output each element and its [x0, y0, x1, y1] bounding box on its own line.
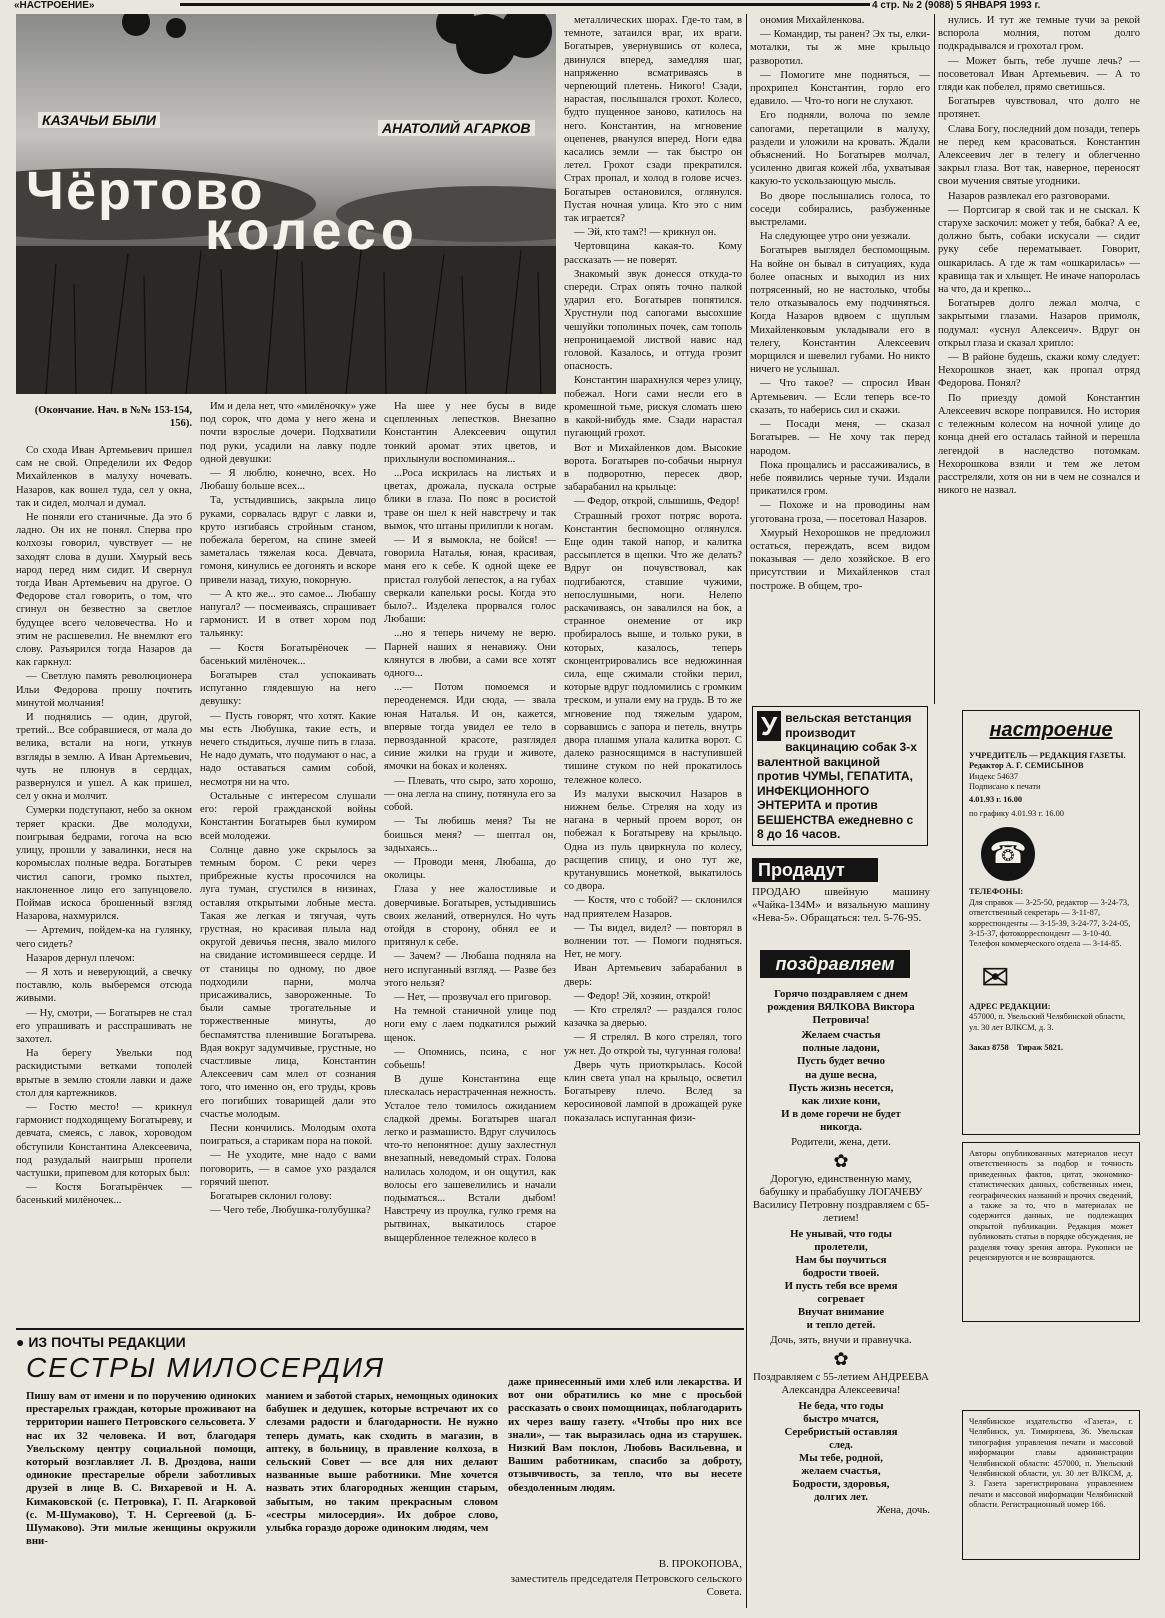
paragraph: ...но я теперь ничему не верю. Парней наших я ненавижу. Они клянутся в любви, а сами все хотят одного... — [384, 628, 556, 680]
paragraph: — Что такое? — спросил Иван Артемьевич. — Если теперь все-то сказать, то наберись сил и скажи. — [750, 378, 930, 416]
poem-line: Пусть будет вечно — [797, 1055, 885, 1068]
paragraph: Богатырев долго лежал молча, с закрытыми глазами. Назаров примолк, подумал: «уснул Алексеич». Вдруг он открыл глаза и сказал хрипло: — [938, 298, 1140, 349]
paragraph: — Костя Богатырёночек — басенький милёночек... — [200, 642, 376, 667]
imprint-founder: УЧРЕДИТЕЛЬ — РЕДАКЦИЯ ГАЗЕТЫ. Редактор А. Г. СЕМИСЫНОВ — [969, 751, 1126, 771]
paragraph: В душе Константина еще плескалась нерастраченная нежность. Усталое тело томилось ожиданием сладкой дремы. Богатырев шагал легко и размашисто. Вдруг случилось что-то непонятное: душу захлестнул внезапный, неведомый страх. Голова налилась холодом, и он ощутил, как волосы его зашевелились и начали подыматься... Встали дыбом! Навстречу из проулка, гулко гремя на рытвинах, выкатилось старое выщербленное тележное колесо в — [384, 1074, 556, 1244]
paragraph: — Гостю место! — крикнул гармонист подходящему Богатыреву, и девчата, смеясь, с лавок, хороводом обступили Константина Алексеевича, под разудалый наигрыш пропели частушки, припевом для которых был: — [16, 1101, 192, 1179]
paragraph: — Я стрелял. В кого стрелял, того уж нет. До откроѝ ты, чугунная голова! — [564, 1032, 742, 1057]
column-divider — [934, 14, 935, 704]
paragraph: Сумерки подступают, небо за окном теряет краски. Две молодухи, поигрывая бедрами, гогоча на всю улицу, прошли у завалинки, неся на коромыслах полные ведра. Богатырев чистил сапоги, громко пыхтел, наклоненное лицо его запунцовело. Поймав искоса брошенный взгляд Назарова, нахмурился. — [16, 805, 192, 923]
paragraph: — Может быть, тебе лучше лечь? — посоветовал Иван Артемьевич. — А то гляди как побелел, прямо светишься. — [938, 55, 1140, 94]
paragraph: — Костя, что с тобой? — склонился над приятелем Назаров. — [564, 895, 742, 920]
imprint-print-run: Тираж 5821. — [1017, 1043, 1064, 1053]
poem-line: Внучат внимание — [797, 1306, 885, 1319]
continued-note: (Окончание. Нач. в №№ 153-154, 156). — [34, 405, 192, 430]
letter-signature-role: заместитель председателя Петровского сельского Совета. — [510, 1573, 742, 1599]
poem-line: И пусть тебя все время — [784, 1279, 898, 1292]
flower-icon: ✿ — [833, 1349, 849, 1370]
paragraph: — Артемич, пойдем-ка на гулянку, чего сидеть? — [16, 925, 192, 950]
letter-column-2: манием и заботой старых, немощных одиноких бабушек и дедушек, которые встречают их со слезами радости и благодарности. Не нужно теперь думать, как сходить в магазин, в аптеку, в больницу, в правление колхоза, в сельский Совет — все для них делают названные выше работники. Мне хочется назвать этих благородных женщин старым, забытым, но таким прекрасным словом «сестры милосердия». Их доброе слово, улыбка гораздо дороже одиноким людям, чем — [266, 1390, 498, 1535]
feature-column-4 — [564, 14, 742, 1310]
poem-line: бодрости твоей. — [802, 1266, 880, 1279]
imprint-phones-heading: ТЕЛЕФОНЫ: — [969, 887, 1024, 897]
paragraph: Пока прощались и рассаживались, в небе появились черные тучи. Издали прикатился гром. — [750, 459, 930, 498]
paragraph: — Портсигар я свой так и не сыскал. К старухе заскочил: может у тебя, бабка? А ее, должно быть, собаки искусали — сидит руку себе перематывает. Говорит, ошкарилась. А где ж там «ошкарилась» — кравища так и хлыщет. Не иначе напоролась на что, да и крепко... — [938, 204, 1140, 296]
poem-line: желаем счастья, — [801, 1465, 881, 1477]
imprint-order: Заказ 8758 — [969, 1043, 1009, 1053]
paragraph: ономия Михайленкова. — [760, 15, 865, 26]
greeting-2-poem — [752, 1228, 930, 1333]
imprint-signed-date: 4.01.93 г. 16.00 — [969, 794, 1023, 804]
imprint-order-line — [969, 1043, 1133, 1053]
paragraph: Назаров развлекал его разговорами. — [948, 190, 1110, 202]
letter-rubric — [16, 1334, 186, 1350]
paragraph: — Пусть говорят, что хотят. Какие мы есть Любушка, такие есть, и нечего стыдиться, лучше пить в глаза. Не надо думать, что подумают о нас, а надо оставаться самим собой, несмотря ни на что. — [200, 710, 376, 788]
imprint-phones: Для справок — 3-25-50, редактор — 3-24-73, ответственный секретарь — 3-11-87, корреспонденты — 3-15-39, 3-24-77, 3-24-05, 3-15-37, фотокорреспондент — 3-10-40. Телефон коммерческого отдела — 3-14-85. — [969, 897, 1131, 949]
paragraph: Со схода Иван Артемьевич пришел сам не свой. Определили их Федор Михайленков в малуху ночевать. Назаров, как вошел туда, сел у окна, так и сидел, молчал и думал. — [16, 445, 192, 509]
greetings-heading: поздравляем — [760, 950, 910, 978]
paragraph: — Ну, смотри, — Богатырев не стал его упрашивать и расспрашивать не захотел. — [16, 1007, 192, 1045]
flower-icon: ✿ — [833, 1151, 849, 1172]
paragraph: — В районе будешь, скажи кому следует: Нехорошков знает, как пропал отряд Федорова. Понял? — [938, 352, 1140, 390]
letter-top-rule — [16, 1328, 744, 1330]
paragraph: Его подняли, волоча по земле сапогами, перетащили в малуху, раздели и уложили на кровать. Ждали объяснений. Но Богатырев молчал, усиленно двигая кожей лба, ухватывая какую-то ускользающую мысль. — [750, 110, 930, 188]
poem-line: никогда. — [820, 1120, 862, 1133]
poem-line: полные ладони, — [802, 1042, 880, 1055]
greeting-1-poem — [752, 1029, 930, 1134]
column-divider — [746, 14, 747, 1608]
paragraph: Глаза у нее жалостливые и доверчивые. Богатырев, устыдившись своих желаний, отвернулся. Но чуть отойдя в сторону, обнял ее и притянул к себе. — [384, 884, 556, 949]
paragraph: Та, устыдившись, закрыла лицо руками, сорвалась вдруг с лавки и, круто изгибаясь стройным станом, побежала берегом, на спине змеей заметалась тяжелая коса. Девчата, гомоня, кинулись ее догонять и вскоре привели назад, тихую, покорную. — [200, 495, 376, 586]
imprint-logo: настроение — [989, 719, 1113, 741]
paragraph: — Похоже и на проводины нам уготована гроза, — посетовал Назаров. — [750, 500, 930, 525]
paragraph: Богатырев выглядел беспомощным. На войне он бывал в ситуациях, куда более опасных и выходил из них потрясенный, но не настолько, чтобы тело отказывалось ему подчиняться. Когда Назаров вдвоем с щуплым Михайленковым укладывали его в телегу, Константин Алексеевич морщился и шевелил губами. Но никто ничего не услышал. — [750, 245, 930, 376]
paragraph: — Зачем? — Любаша подняла на него испуганный взгляд. — Разве без этого нельзя? — [384, 951, 556, 989]
paragraph: Слава Богу, последний дом позади, теперь не перед кем красоваться. Константин Алексеевич лег в телегу и облегченно закрыл глаза. Вот так, наверное, переносят свои мучения святые угодники. — [938, 123, 1140, 188]
feature-rubric: КАЗАЧЬИ БЫЛИ — [38, 112, 160, 128]
paragraph: нулись. И тут же темные тучи за рекой вспорола молния, потом долго подкрадывался и грохотал гром. — [938, 15, 1140, 53]
masthead-rule — [180, 3, 870, 6]
feature-column-1 — [16, 444, 192, 1309]
imprint-schedule: по графику 4.01.93 г. 16.00 — [969, 809, 1064, 819]
paragraph: Солнце давно уже скрылось за темным бором. С реки через прибрежные кусты просочился на луга туман, сгустился в низинах, оставляя открытыми лобные места. Такая же легкая и тягучая, чуть грустная, но красивая плыла над округой девичья песня, звало милого на свидание истомившееся сердце. И от станицы по одному, по двое подходили парни, молча присаживались, завороженные. То были самые трогательные и торжественные минуты, до беспамятства пленившие Богатырева. Вдая вокруг задумчивые, грустные, но счастливые лица, Константин Алексеевич сам млел от сознания того, что именно он, его труды, кровь его погибших товарищей дали это счастье молодым. — [200, 844, 376, 1120]
imprint-signed: Подписано к печати — [969, 782, 1041, 792]
feature-title-line2: колесо — [205, 201, 419, 261]
paragraph: Знакомый звук донесся откуда-то спереди. Страх опять точно палкой ударил его. Богатырев попятился. Хрустнули под сапогами высохшие чешуйки тополиных почек, сам тополь непроницаемой листвой навис над головой. Казалось, и оттуда грозит опасность. — [564, 268, 742, 373]
paragraph: На шее у нее бусы в виде сцепленных лепестков. Внезапно Константин Алексеевич ощутил тонкий аромат этих цветов, и прихлынули воспоминания... — [384, 401, 556, 465]
paragraph: — Кто стрелял? — раздался голос казачка за дверью. — [564, 1005, 742, 1030]
paper-name: «НАСТРОЕНИЕ» — [14, 0, 95, 11]
imprint-address: 457000, п. Увельский Челябинской области, ул. 30 лет ВЛКСМ, д. 3. — [969, 1012, 1126, 1032]
poem-line: Не беда, что годы — [798, 1399, 884, 1412]
poem-line: пролетели, — [814, 1240, 868, 1253]
paragraph: Страшный грохот потряс ворота. Константин беспомощно оглянулся. Еще один такой напор, и калитка рассыплется в щепки. Что же делать? Вдруг он почувствовал, как подгибаются, ставшие чужими, непослушными, ноги. Нелепо раскачиваясь, он завалился на бок, а странное онемение от икр пробиралось выше, и только руки, в которых, казалось, теперь сконцентрировались все недюжинная сила, еще сжимали стойки перил, которые вдруг подломились с громким треском, и упали ему на грудь. В то же мгновение под тяжелым ударом, сорвавшись с запора и петель, внутрь двора плашмя упала калитка ворот. С далеко разносящимся в наступившей тишине стуком по ней прокатилось тележное колесо. — [564, 510, 742, 786]
paragraph: Дверь чуть приоткрылась. Косой клин света упал на крыльцо, осветил Богатыреву плечо. Вслед за керосиновой лампой в дрожащей руке показалась испуганная физи- — [564, 1059, 742, 1124]
bullet-icon: ● — [16, 1334, 25, 1350]
vet-ad-text: вельская ветстанция производит вакцинацию собак 3-х валентной вакциной против ЧУМЫ, ГЕПАТИТА, ИНФЕКЦИОННОГО ЭНТЕРИТА и против БЕШЕНСТВА ежедневно с 8 до 16 часов. — [757, 711, 917, 841]
feature-column-5 — [750, 14, 930, 702]
imprint-address-heading: АДРЕС РЕДАКЦИИ: — [969, 1001, 1051, 1011]
poem-line: Пусть жизнь несется, — [788, 1081, 894, 1094]
greeting-2-intro: Дорогую, единственную маму, бабушку и прабабушку ЛОГАЧЕВУ Василису Петровну поздравляем с 65-летием! — [752, 1173, 930, 1225]
paragraph: — Командир, ты ранен? Эх ты, елки-моталки, ты ж мне крыльцо разворотил. — [750, 29, 930, 67]
phone-icon: ☎ — [981, 827, 1035, 881]
paragraph: Вот и Михайленков дом. Высокие ворота. Богатырев по-собачьи нырнул в подворотню, пересек двор, забарабанил на крыльце: — [564, 442, 742, 494]
greeting-1-intro: Горячо поздравляем с днем рождения ВЯЛКОВА Виктора Петровича! — [767, 988, 915, 1027]
poem-line: след. — [829, 1438, 853, 1451]
paragraph: Хмурый Нехорошков не предложил остаться, переждать, всем видом показывая — дело хозяйское. В его присутствии и Михайленков стал построже. В общем, тро- — [750, 527, 930, 592]
publisher-info: Челябинское издательство «Газета», г. Челябинск, ул. Тимирязева, 36. Увельская типография управления печати и массовой информации главы администрации Челябинской области: 457000, п. Увельский Челябинской области, ул. 30 лет ВЛКСМ, д. 3. Газета зарегистрирована управлением печати и массовой информации Челябинской области. Регистрационный номер 166. — [962, 1410, 1140, 1560]
paragraph: — Я люблю, конечно, всех. Но Любашу больше всех... — [200, 468, 376, 493]
vet-station-ad — [752, 706, 928, 846]
paragraph: — Ты любишь меня? Ты не боишься меня? — шептал он, задыхаясь... — [384, 816, 556, 854]
paragraph: Чертовщина какая-то. Кому рассказать — не поверят. — [564, 241, 742, 266]
paragraph: Богатырев чувствовал, что долго не протянет. — [938, 96, 1140, 121]
feature-column-6 — [938, 14, 1140, 704]
paragraph: — И я вымокла, не бойся! — говорила Наталья, юная, красивая, маня его к себе. К одной щеке ее пристал голубой лепесток, а на губах сверкали капельки росы. Когда это было?.. Изделека прорвался голос Любаши: — [384, 535, 556, 626]
feature-column-3 — [384, 400, 556, 1310]
for-sale-heading: Продадут — [752, 858, 878, 882]
paragraph: — Федор! Эй, хозяин, открой! — [574, 990, 711, 1002]
paragraph: ...— Потом помоемся и переоденемся. Иди сюда, — звала юная Наталья. И он, кажется, впервые тогда увидел ее тело в первозданной красоте, разглядел синие жилки на груди и животе, ямочки на боках и коленях. — [384, 682, 556, 773]
greeting-3-poem — [752, 1400, 930, 1505]
letter-column-3: даже принесенный ими хлеб или лекарства. И вот они обратились ко мне с просьбой рассказать о своих помощницах, поблагодарить их через вашу газету. «Чтобы про них все знали», — так выразилась одна из старушек. Низкий Вам поклон, Любовь Васильевна, и Вашим работникам, спасибо за доброту, отзывчивость, за тепло, что вы несете обездоленным людям. — [508, 1376, 742, 1494]
feature-column-2 — [200, 400, 376, 1310]
imprint-index: Индекс 54637 — [969, 771, 1019, 781]
paragraph: Константин шарахнулся через улицу, побежал. Ноги сами несли его в кромешной тьме, рискуя сломать шею в какой-нибудь яме. Сзади нарастал пугающий грохот. — [564, 375, 742, 440]
greeting-1-sign: Родители, жена, дети. — [791, 1136, 891, 1149]
poem-line: быстро мчатся, — [803, 1412, 879, 1425]
paragraph: металлических шорах. Где-то там, в темноте, затаился враг, их враги. Богатырев, увернувшись от колеса, двинулся вперед, замедляя шаг, напряженно всматриваясь в черneющий плетень. Никого! Сзади, нарастая, послышался грохот. Колесо, будто пущенное заново, катилось на него. Константин, на мгновение оцепенев, рванулся вперед. Ноги едва касались земли — так быстро он летел. Грохот сзади прекратился. Страх пропал, и холод в голове исчез. Богатырев остановился, оглянулся. Пустая ночная улица. Кто это с ним так играется? — [564, 15, 742, 225]
letter-column-1: Пишу вам от имени и по поручению одиноких престарелых граждан, которые проживают на территории нашего Петровского сельсовета. У нас их 32 человека. И вот, благодаря Увельскому центру социальной помощи, который возглавляет Л. В. Дроздова, наши одинокие престарелые обрели заботливых друзей в лице В. С. Вихаревой и Н. А. Кимаковской (с. Петровка), Г. П. Агарковой (с. М-Шумаково), Т. Н. Сергеевой (д. Б-Шумаково). Эти милые женщины окружили вни- — [26, 1390, 256, 1548]
greeting-2-sign: Дочь, зять, внучи и правнучка. — [770, 1334, 912, 1347]
paragraph: — Помогите мне подняться, — прохрипел Константин, горло его едавило. — Что-то ноги не слухают. — [750, 69, 930, 108]
poem-line: Не унывай, что годы — [790, 1227, 892, 1240]
paragraph: — Я хоть и неверующий, а свечку поставлю, коль выберемся отсюда живыми. — [16, 966, 192, 1005]
feature-title-line1: Чёртово — [26, 161, 265, 221]
paragraph: — Эй, кто там?! — крикнул он. — [574, 227, 717, 239]
paragraph: — Федор, открой, слышишь, Федор! — [574, 496, 740, 508]
paragraph: Из малухи выскочил Назаров в нижнем белье. Стреляя на ходу из нагана в черный проем ворот, он побежал к Богатыреву на крыльцо. Одна из пуль цвиркнула по колесу, расщепив спицу, и оно тут же, крутанувшись монеткой, выкатилось со двора. — [564, 788, 742, 893]
poem-line: И в доме горечи не будет — [781, 1107, 901, 1120]
paragraph: И поднялись — один, другой, третий... Все собравшиеся, от мала до велика, встали на ноги, уткнув взгляды в землю. А Иван Артемьевич, чуть не плюнув в сердцах, развернулся и ушел. А как пришел, сел у окна и молчит. — [16, 712, 192, 803]
poem-line: Бодрости, здоровья, — [792, 1478, 890, 1491]
paragraph: Богатырев склонил голову: — [210, 1190, 332, 1202]
paragraph: — Ты видел, видел? — повторял в волнении тот. — Помоги подняться. Нет, не могу. — [564, 922, 742, 961]
issue-line: 4 стр. № 2 (9088) 5 ЯНВАРЯ 1993 г. — [872, 0, 1041, 11]
paragraph: — А кто же... это самое... Любашу напугал? — посмеиваясь, спрашивает гармонист. И в ответ хором под тальянку: — [200, 588, 376, 640]
paragraph: ...Роса искрилась на листьях и цветах, дрожала, пускала острые блики в глаза. По пояс в росистой траве он шел к ней навстречу и так вымок, что штаны прилипли к ногам. — [384, 468, 556, 532]
paragraph: На следующее утро они уезжали. — [760, 231, 911, 243]
poem-line: согревает — [817, 1292, 865, 1305]
envelope-icon: ✉ — [981, 959, 1010, 997]
paragraph: — Чего тебе, Любушка-голубушка? — [210, 1205, 371, 1217]
paragraph: Богатырев стал успокаивать испуганно глядевшую на него девушку: — [200, 670, 376, 708]
poem-line: Желаем счастья — [801, 1029, 881, 1042]
paragraph: Не поняли его станичные. Да это б ладно. Он их не понял. Сперва про колхозы говорил, чувствует — не заходят слова в души. Хмурый весь народ перед ним сидит. И свернул тогда Иван Артемьевич на другое. О Федорове стал говорить, о том, что сгинул он безвестно за светлое будущее всего человечества. Но и этим не расшевелил. Не внемлют его слову. Разъярился тогда Назаров да как гаркнул: — [16, 512, 192, 669]
poem-line: Нам бы поучиться — [795, 1253, 887, 1266]
letter-rubric-label: ИЗ ПОЧТЫ РЕДАКЦИИ — [28, 1334, 186, 1350]
poem-line: и тепло детей. — [806, 1319, 876, 1332]
poem-line: Мы тебе, родной, — [799, 1451, 883, 1464]
paragraph: Иван Артемьевич забарабанил в дверь: — [564, 963, 742, 988]
feature-author: АНАТОЛИЙ АГАРКОВ — [378, 120, 535, 136]
paragraph: — Светлую память революционера Ильи Федорова прошу почтить минутой молчания! — [16, 671, 192, 709]
authors-disclaimer: Авторы опубликованных материалов несут ответственность за подбор и точность приведенных фактов, цитат, экономико-статистических данных, собственных имен, географических названий и прочих сведений, а также за то, что в материалах не содержится данных, не подлежащих открытой публикации. Редакция может публиковать статьи в порядке обсуждения, не разделяя точку зрения автора. Рукописи не рецензируются и не возвращаются. — [962, 1142, 1140, 1322]
paragraph: Назаров дернул плечом: — [26, 952, 135, 964]
greeting-3-sign: Жена, дочь. — [876, 1504, 930, 1517]
greetings-block — [752, 988, 930, 1608]
paragraph: Им и дела нет, что «милёночку» уже под сорок, что дома у него жена и почти взрослые дочери. Подхватили под руки, усадили на лавку подле одной девушки: — [200, 401, 376, 465]
letter-signature: В. ПРОКОПОВА, — [658, 1558, 742, 1570]
paragraph: — Проводи меня, Любаша, до околицы. — [384, 856, 556, 882]
paragraph: По приезду домой Константин Алексеевич вскоре поправился. Но история с тележным колесом на ночной улице до конца дней его осталась тайной и перешла легендой в наследство потомкам. Нехорошкова взяли и тем же летом расстреляли, хотя он ни в чем не сознался и никого не назвал. — [938, 392, 1140, 497]
paragraph: — Нет, — прозвучал его приговор. — [394, 991, 552, 1003]
paragraph: Во дворе послышались голоса, то соседи собирались, разбуженные выстрелами. — [750, 190, 930, 229]
paragraph: Песни кончились. Молодым охота поиграться, а старикам пора на покой. — [200, 1122, 376, 1148]
paragraph: На берегу Увельки под раскидистыми ветками тополей врытые в землю стояли лавки и даже стол для картежников. — [16, 1048, 192, 1099]
letter-title: СЕСТРЫ МИЛОСЕРДИЯ — [26, 1352, 386, 1383]
paragraph: — Костя Богатырёнчек — басенький милёночек... — [16, 1182, 192, 1207]
poem-line: как лихие кони, — [801, 1094, 881, 1107]
poem-line: долгих лет. — [813, 1491, 869, 1504]
poem-line: Серебристый оставляя — [784, 1425, 898, 1438]
paragraph: — Посади меня, — сказал Богатырев. — Не хочу так перед народом. — [750, 419, 930, 457]
for-sale-text: ПРОДАЮ швейную машину «Чайка-134М» и вязальную машину «Нева-5». Обращаться: тел. 5-76-95. — [752, 886, 930, 925]
paragraph: — Опомнись, псина, с ног собьешь! — [384, 1046, 556, 1071]
paragraph: На темной станичной улице под ноги ему с лаем подкатился рыжий щенок. — [384, 1006, 556, 1044]
paragraph: — Не уходите, мне надо с вами поговорить, — в самое ухо раздался горячий шепот. — [200, 1150, 376, 1188]
vet-dropcap: У — [757, 711, 781, 741]
paragraph: Остальные с интересом слушали его: герой гражданской войны Константин Богатырев был кумиром всей молодежи. — [200, 790, 376, 842]
imprint-box — [962, 710, 1140, 1135]
poem-line: на душе весна, — [805, 1068, 877, 1081]
paragraph: — Плевать, что сыро, зато хорошо, — она легла на спину, потянула его за собой. — [384, 775, 556, 814]
greeting-3-intro: Поздравляем с 55-летием АНДРЕЕВА Александра Алексеевича! — [753, 1371, 929, 1397]
